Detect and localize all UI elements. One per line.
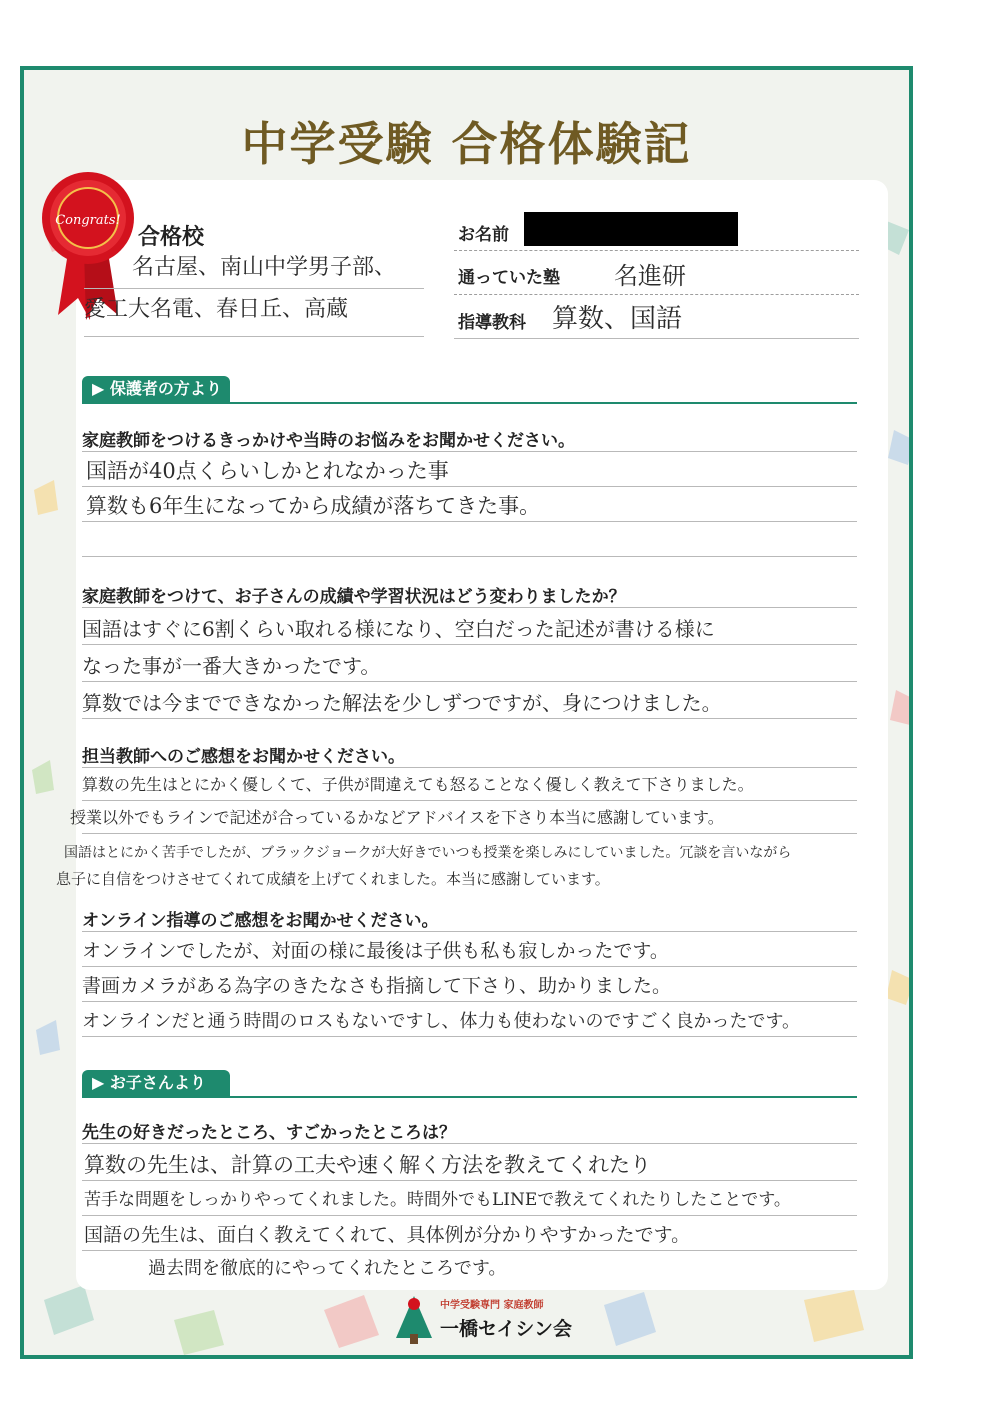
- name-rule: [454, 250, 859, 251]
- parent-section-rule: [82, 402, 857, 404]
- parent-q4-rule-2: [82, 1001, 857, 1002]
- parent-q2-answer-1: 国語はすぐに6割くらい取れる様になり、空白だった記述が書ける様に: [82, 617, 715, 641]
- parent-q2-question: 家庭教師をつけて、お子さんの成績や学習状況はどう変わりましたか？: [82, 587, 626, 607]
- parent-q4-rule-3: [82, 1036, 857, 1037]
- experience-sheet: [20, 66, 913, 1359]
- school-rule-1: [84, 288, 424, 289]
- parent-q2-rule-3: [82, 718, 857, 719]
- juku-rule: [454, 294, 859, 295]
- parent-q1-answer-2: 算数も6年生になってから成績が落ちてきた事。: [86, 494, 541, 518]
- school-label: 合格校: [138, 225, 205, 250]
- child-q1-rule-1: [82, 1180, 857, 1181]
- parent-q3-rule-0: [82, 767, 857, 768]
- parent-q1-rule-1: [82, 486, 857, 487]
- page-title: 中学受験 合格体験記: [241, 117, 692, 171]
- company-logo: [394, 1290, 594, 1350]
- parent-q3-question: 担当教師へのご感想をお聞かせください。: [82, 747, 405, 767]
- parent-q2-rule-2: [82, 681, 857, 682]
- parent-q3-answer-1: 算数の先生はとにかく優しくて、子供が間違えても怒ることなく優しく教えて下さりました。: [82, 775, 754, 794]
- school-line-2: 愛工大名電、春日丘、高蔵: [84, 297, 349, 322]
- child-section-rule: [82, 1096, 857, 1098]
- parent-q4-answer-3: オンラインだと通う時間のロスもないですし、体力も使わないのですごく良かったです。: [82, 1011, 801, 1032]
- rosette-text: Congrats!: [55, 213, 121, 228]
- name-redaction: [524, 212, 738, 246]
- subject-label: 指導教科: [458, 313, 526, 333]
- parent-q4-answer-1: オンラインでしたが、対面の様に最後は子供も私も寂しかったです。: [82, 940, 669, 962]
- child-q1-rule-2: [82, 1215, 857, 1216]
- parent-q2-rule-0: [82, 607, 857, 608]
- child-q1-answer-3: 国語の先生は、面白く教えてくれて、具体例が分かりやすかったです。: [84, 1224, 691, 1246]
- child-q1-answer-4: 過去問を徹底的にやってくれたところです。: [148, 1258, 507, 1279]
- child-q1-question: 先生の好きだったところ、すごかったところは？: [82, 1123, 456, 1143]
- parent-q3-answer-3: 国語はとにかく苦手でしたが、ブラックジョークが大好きでいつも授業を楽しみにしていました。冗談を言いながら: [64, 845, 792, 861]
- child-section-header: ▶ お子さんより: [82, 1070, 230, 1096]
- parent-q2-answer-3: 算数では今までできなかった解法を少しずつですが、身につけました。: [82, 691, 722, 715]
- subject-value: 算数、国語: [552, 304, 683, 334]
- parent-q2-answer-2: なった事が一番大きかったです。: [82, 654, 381, 678]
- parent-q4-question: オンライン指導のご感想をお聞かせください。: [82, 911, 439, 931]
- tree-logo-icon: [394, 1294, 434, 1346]
- parent-q1-rule-3: [82, 556, 857, 557]
- child-q1-rule-0: [82, 1143, 857, 1144]
- child-q1-answer-1: 算数の先生は、計算の工夫や速く解く方法を教えてくれたり: [84, 1153, 651, 1177]
- parent-q2-rule-1: [82, 644, 857, 645]
- logo-name: 一橋セイシン会: [440, 1318, 572, 1340]
- parent-q3-answer-4: 息子に自信をつけさせてくれて成績を上げてくれました。本当に感謝しています。: [56, 870, 610, 888]
- parent-q4-answer-2: 書画カメラがある為字のきたなさも指摘して下さり、助かりました。: [82, 975, 672, 997]
- parent-q3-rule-2: [82, 833, 857, 834]
- parent-q3-rule-1: [82, 800, 857, 801]
- juku-value: 名進研: [614, 262, 686, 290]
- juku-label: 通っていた塾: [458, 268, 560, 288]
- parent-q1-rule-0: [82, 451, 857, 452]
- subject-rule: [454, 338, 859, 339]
- logo-tagline: 中学受験専門 家庭教師: [440, 1300, 544, 1311]
- parent-q4-rule-0: [82, 931, 857, 932]
- parent-q4-rule-1: [82, 966, 857, 967]
- school-line-1: 名古屋、南山中学男子部、: [132, 255, 397, 280]
- parent-q1-answer-1: 国語が40点くらいしかとれなかった事: [86, 459, 449, 483]
- child-q1-answer-2: 苦手な問題をしっかりやってくれました。時間外でもLINEで教えてくれたりしたことです。: [84, 1190, 791, 1210]
- parent-q1-rule-2: [82, 521, 857, 522]
- name-label: お名前: [458, 225, 509, 245]
- parent-q1-question: 家庭教師をつけるきっかけや当時のお悩みをお聞かせください。: [82, 431, 575, 451]
- child-q1-rule-3: [82, 1250, 857, 1251]
- parent-section-header: ▶ 保護者の方より: [82, 376, 230, 402]
- parent-q3-answer-2: 授業以外でもラインで記述が合っているかなどアドバイスを下さり本当に感謝しています。: [70, 808, 724, 827]
- school-rule-2: [84, 336, 424, 337]
